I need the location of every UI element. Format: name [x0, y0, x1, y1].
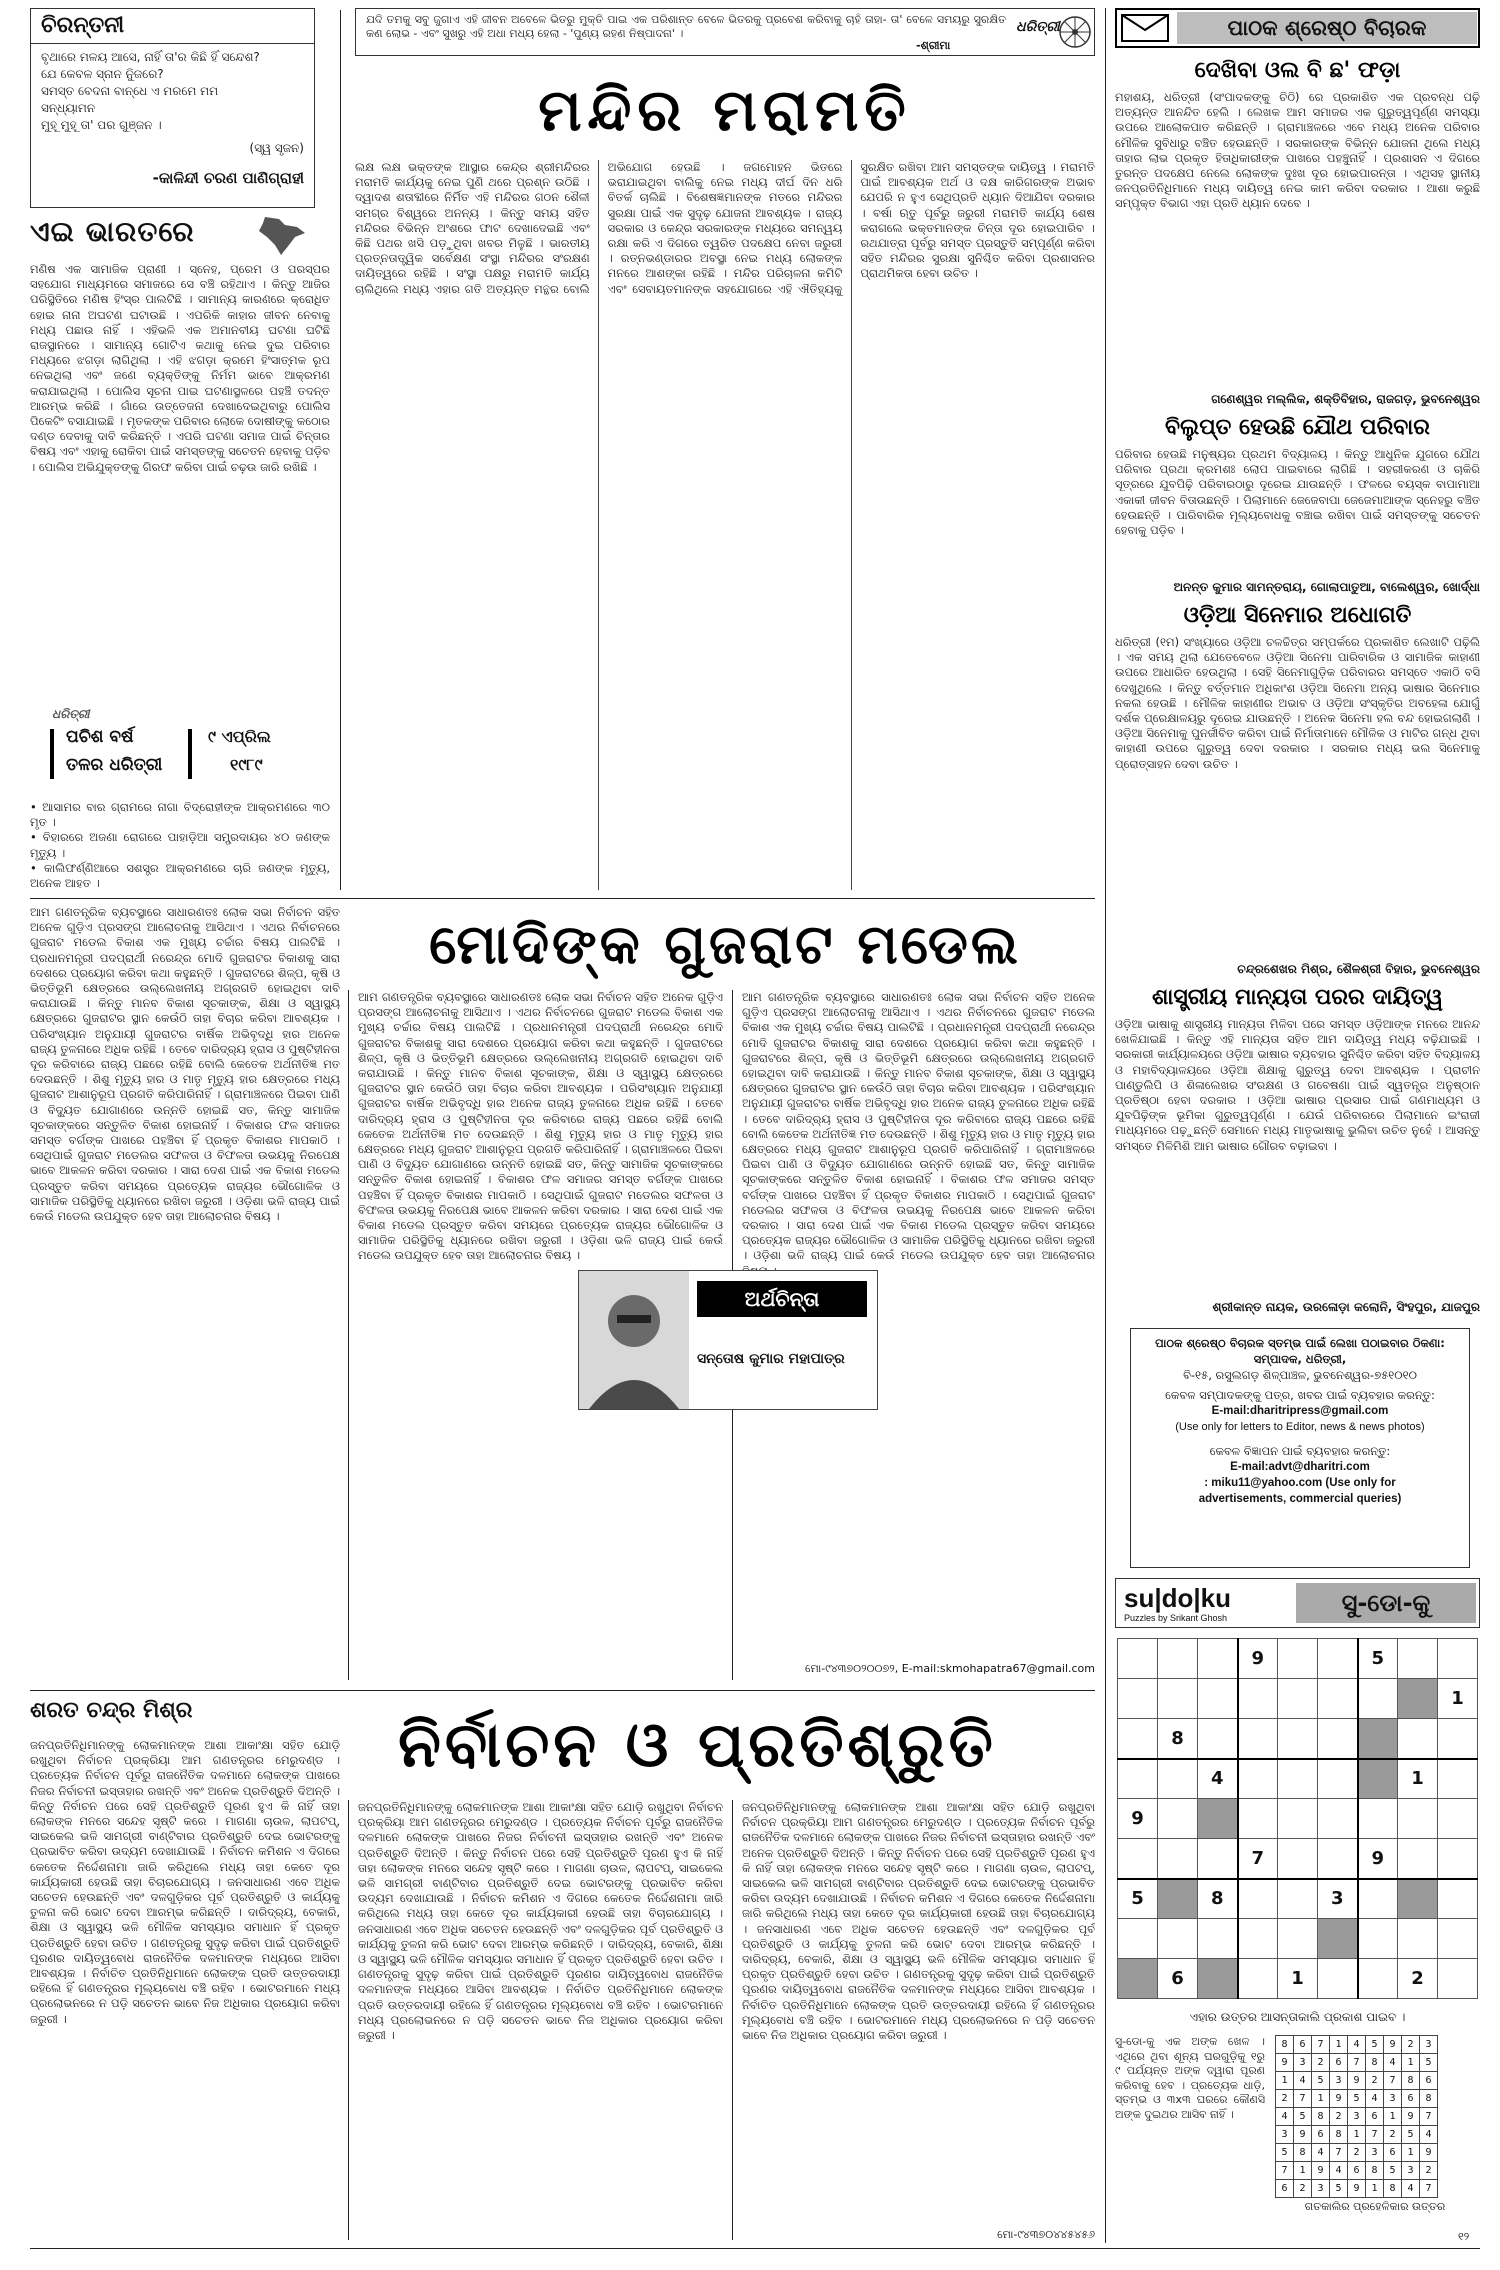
sudoku-cell[interactable]: [1318, 1839, 1358, 1879]
email-note: advertisements, commercial queries): [1198, 1493, 1402, 1505]
solution-row: [1276, 2144, 1438, 2162]
sarat-body-col2: ଜନପ୍ରତିନିଧିମାନଙ୍କୁ ଲୋକମାନଙ୍କ ଆଶା ଆକାଂକ୍ଷା ସହିତ ଯୋଡ଼ି ରଖୁଥିବା ନିର୍ବାଚନ ପ୍ରକ୍ରିୟା ଆମ ଗଣତନ୍ତ୍ରର ମେରୁଦଣ୍ଡ । ପ୍ରତ୍ୟେକ ନିର୍ବାଚନ ପୂର୍ବରୁ ରାଜନୈତିକ ଦଳମାନେ ଲୋକଙ୍କ ପାଖରେ ନିଜର ନିର୍ବାଚନୀ ଇସ୍ତାହାର ରଖନ୍ତି ଏବଂ ଅନେକ ପ୍ରତିଶ୍ରୁତି ଦିଅନ୍ତି । କିନ୍ତୁ ନିର୍ବାଚନ ପରେ ସେହି ପ୍ରତିଶ୍ରୁତି ପୂରଣ ହୁଏ କି ନାହିଁ ତାହା ଲୋକଙ୍କ ମନରେ ସନ୍ଦେହ ସୃଷ୍ଟି କରେ । ମାଗଣା ଚାଉଳ, ଲାପଟପ୍, ସାଇକେଲ ଭଳି ସାମଗ୍ରୀ ବାଣ୍ଟିବାର ପ୍ରତିଶ୍ରୁତି ଦେଇ ଭୋଟରଙ୍କୁ ପ୍ରଭାବିତ କରିବା ଉଦ୍ୟମ ଦେଖାଯାଉଛି । ନିର୍ବାଚନ କମିଶନ ଏ ଦିଗରେ କେତେକ ନିର୍ଦ୍ଦେଶନାମା ଜାରି କରିଥିଲେ ମଧ୍ୟ ତାହା କେତେ ଦୂର କାର୍ଯ୍ୟକାରୀ ହେଉଛି ତାହା ବିଚାରଯୋଗ୍ୟ । ଜନସାଧାରଣ ଏବେ ଅଧିକ ସଚେତନ ହେଉଛନ୍ତି ଏବଂ ଦଳଗୁଡ଼ିକର ପୂର୍ବ ପ୍ରତିଶ୍ରୁତି ଓ କାର୍ଯ୍ୟକୁ ତୁଳନା କରି ଭୋଟ ଦେବା ଆରମ୍ଭ କରିଛନ୍ତି । ଦାରିଦ୍ର୍ୟ, ବେକାରି, ଶିକ୍ଷା ଓ ସ୍ୱାସ୍ଥ୍ୟ ଭଳି ମୌଳିକ ସମସ୍ୟାର ସମାଧାନ ହିଁ ପ୍ରକୃତ ପ୍ରତିଶ୍ରୁତି ହେବା ଉଚିତ । ଗଣତନ୍ତ୍ରକୁ ସୁଦୃଢ଼ କରିବା ପାଇଁ ପ୍ରତିଶ୍ରୁତି ପୂରଣର ଦାୟିତ୍ୱବୋଧ ରାଜନୈତିକ ଦଳମାନଙ୍କ ମଧ୍ୟରେ ଆସିବା ଆବଶ୍ୟକ । ନିର୍ବାଚିତ ପ୍ରତିନିଧିମାନେ ଲୋକଙ୍କ ପ୍ରତି ଉତ୍ତରଦାୟୀ ରହିଲେ ହିଁ ଗଣତନ୍ତ୍ରର ମୂଲ୍ୟବୋଧ ବଞ୍ଚି ରହିବ । ଭୋଟରମାନେ ମଧ୍ୟ ପ୍ରଲୋଭନରେ ନ ପଡ଼ି ସଚେତନ ଭାବେ ନିଜ ଅଧିକାର ପ୍ରୟୋଗ କରିବା ଜରୁରୀ ।: [358, 1800, 723, 2043]
sudoku-cell[interactable]: [1158, 1879, 1198, 1919]
solution-cell: 7: [1330, 2144, 1348, 2162]
pachisa-bar-2: [188, 729, 192, 779]
solution-cell: 3: [1384, 2090, 1402, 2108]
sudoku-cell[interactable]: [1118, 1719, 1158, 1759]
sudoku-row: [1118, 1639, 1478, 1679]
sudoku-cell[interactable]: [1398, 1879, 1438, 1919]
column-label: ଅର୍ଥଚିନ୍ତା: [697, 1281, 867, 1317]
author-name: ସନ୍ତୋଷ କୁମାର ମହାପାତ୍ର: [697, 1351, 845, 1367]
solution-cell: 4: [1366, 2090, 1384, 2108]
contact-line: ସମ୍ପାଦକ, ଧରିତ୍ରୀ,: [1253, 1352, 1347, 1366]
solution-cell: 1: [1384, 2108, 1402, 2126]
poem-line: ସମସ୍ତ ବେଦନା ବାନ୍ଧେ ଏ ମରମେ ମମ: [41, 84, 219, 98]
solution-cell: 1: [1402, 2054, 1420, 2072]
sudoku-cell[interactable]: [1398, 1839, 1438, 1879]
sudoku-cell[interactable]: [1198, 1959, 1238, 1999]
sudoku-cell[interactable]: [1358, 1719, 1398, 1759]
sudoku-cell[interactable]: [1398, 1799, 1438, 1839]
solution-cell: 4: [1420, 2126, 1438, 2144]
sudoku-cell[interactable]: 6: [1158, 1959, 1198, 1999]
sudoku-cell[interactable]: 3: [1318, 1879, 1358, 1919]
solution-cell: 4: [1402, 2180, 1420, 2198]
solution-cell: 5: [1312, 2072, 1330, 2090]
poem-line: ମୁହୂ ମୁହୂ ତା' ପର ଗୁଞ୍ଜନ ।: [41, 118, 162, 132]
solution-cell: 8: [1366, 2054, 1384, 2072]
mandira-headline: ମନ୍ଦିର ମରାମତି: [538, 76, 912, 144]
sudoku-cell[interactable]: [1118, 1679, 1158, 1719]
solution-cell: 8: [1420, 2090, 1438, 2108]
solution-cell: 6: [1366, 2108, 1384, 2126]
dharitri-logo: ଧରିତ୍ରୀ: [1016, 19, 1060, 35]
solution-cell: 9: [1330, 2090, 1348, 2108]
sudoku-cell[interactable]: [1318, 1759, 1358, 1799]
solution-cell: 9: [1384, 2036, 1402, 2054]
sudoku-cell[interactable]: [1118, 1759, 1158, 1799]
solution-cell: 4: [1348, 2036, 1366, 2054]
solution-cell: 4: [1276, 2108, 1294, 2126]
solution-cell: 1: [1366, 2180, 1384, 2198]
sudoku-cell[interactable]: [1158, 1839, 1198, 1879]
sudoku-cell[interactable]: [1238, 1959, 1278, 1999]
solution-cell: 3: [1330, 2072, 1348, 2090]
sudoku-cell[interactable]: [1278, 1759, 1318, 1799]
wheel-icon: [1058, 15, 1092, 49]
column-rule: [732, 1800, 733, 2240]
author-photo: [579, 1271, 689, 1409]
solution-cell: 4: [1294, 2072, 1312, 2090]
letter-title: ଦେଖିବା ଓଲ ବି ଛ' ଫଡ଼ା: [1194, 58, 1401, 83]
solution-cell: 6: [1420, 2072, 1438, 2090]
solution-cell: 9: [1294, 2126, 1312, 2144]
sudoku-cell[interactable]: [1238, 1879, 1278, 1919]
sudoku-row: [1118, 1839, 1478, 1879]
solution-cell: 3: [1294, 2054, 1312, 2072]
sudoku-cell[interactable]: [1118, 1919, 1158, 1959]
sudoku-cell[interactable]: [1118, 1959, 1158, 1999]
solution-cell: 6: [1294, 2036, 1312, 2054]
sarat-headline: ନିର୍ବାଚନ ଓ ପ୍ରତିଶ୍ରୁତି: [398, 1708, 997, 1781]
column-rule: [1105, 8, 1106, 2243]
sudoku-cell[interactable]: 1: [1398, 1759, 1438, 1799]
pachisa-items: [30, 800, 330, 895]
quote-attribution: -ଶ୍ରୀମା: [916, 39, 951, 52]
solution-cell: 1: [1402, 2144, 1420, 2162]
sudoku-cell[interactable]: [1278, 1799, 1318, 1839]
sudoku-cell[interactable]: 9: [1238, 1639, 1278, 1679]
chirantani-poem: [41, 49, 306, 134]
sudoku-cell[interactable]: [1358, 1959, 1398, 1999]
pachisa-header: [30, 705, 330, 795]
solution-cell: 2: [1366, 2072, 1384, 2090]
pachisa-date-1: ୯ ଏପ୍ରିଲ: [208, 727, 271, 746]
chirantani-box: [30, 8, 315, 208]
solution-cell: 8: [1312, 2108, 1330, 2126]
sudoku-cell[interactable]: 8: [1158, 1719, 1198, 1759]
column-rule: [340, 10, 341, 890]
solution-cell: 8: [1276, 2036, 1294, 2054]
page-bottom-rule: [30, 2248, 1480, 2249]
sudoku-cell[interactable]: [1398, 1639, 1438, 1679]
sarat-body-col3: ଜନପ୍ରତିନିଧିମାନଙ୍କୁ ଲୋକମାନଙ୍କ ଆଶା ଆକାଂକ୍ଷା ସହିତ ଯୋଡ଼ି ରଖୁଥିବା ନିର୍ବାଚନ ପ୍ରକ୍ରିୟା ଆମ ଗଣତନ୍ତ୍ରର ମେରୁଦଣ୍ଡ । ପ୍ରତ୍ୟେକ ନିର୍ବାଚନ ପୂର୍ବରୁ ରାଜନୈତିକ ଦଳମାନେ ଲୋକଙ୍କ ପାଖରେ ନିଜର ନିର୍ବାଚନୀ ଇସ୍ତାହାର ରଖନ୍ତି ଏବଂ ଅନେକ ପ୍ରତିଶ୍ରୁତି ଦିଅନ୍ତି । କିନ୍ତୁ ନିର୍ବାଚନ ପରେ ସେହି ପ୍ରତିଶ୍ରୁତି ପୂରଣ ହୁଏ କି ନାହିଁ ତାହା ଲୋକଙ୍କ ମନରେ ସନ୍ଦେହ ସୃଷ୍ଟି କରେ । ମାଗଣା ଚାଉଳ, ଲାପଟପ୍, ସାଇକେଲ ଭଳି ସାମଗ୍ରୀ ବାଣ୍ଟିବାର ପ୍ରତିଶ୍ରୁତି ଦେଇ ଭୋଟରଙ୍କୁ ପ୍ରଭାବିତ କରିବା ଉଦ୍ୟମ ଦେଖାଯାଉଛି । ନିର୍ବାଚନ କମିଶନ ଏ ଦିଗରେ କେତେକ ନିର୍ଦ୍ଦେଶନାମା ଜାରି କରିଥିଲେ ମଧ୍ୟ ତାହା କେତେ ଦୂର କାର୍ଯ୍ୟକାରୀ ହେଉଛି ତାହା ବିଚାରଯୋଗ୍ୟ । ଜନସାଧାରଣ ଏବେ ଅଧିକ ସଚେତନ ହେଉଛନ୍ତି ଏବଂ ଦଳଗୁଡ଼ିକର ପୂର୍ବ ପ୍ରତିଶ୍ରୁତି ଓ କାର୍ଯ୍ୟକୁ ତୁଳନା କରି ଭୋଟ ଦେବା ଆରମ୍ଭ କରିଛନ୍ତି । ଦାରିଦ୍ର୍ୟ, ବେକାରି, ଶିକ୍ଷା ଓ ସ୍ୱାସ୍ଥ୍ୟ ଭଳି ମୌଳିକ ସମସ୍ୟାର ସମାଧାନ ହିଁ ପ୍ରକୃତ ପ୍ରତିଶ୍ରୁତି ହେବା ଉଚିତ । ଗଣତନ୍ତ୍ରକୁ ସୁଦୃଢ଼ କରିବା ପାଇଁ ପ୍ରତିଶ୍ରୁତି ପୂରଣର ଦାୟିତ୍ୱବୋଧ ରାଜନୈତିକ ଦଳମାନଙ୍କ ମଧ୍ୟରେ ଆସିବା ଆବଶ୍ୟକ । ନିର୍ବାଚିତ ପ୍ରତିନିଧିମାନେ ଲୋକଙ୍କ ପ୍ରତି ଉତ୍ତରଦାୟୀ ରହିଲେ ହିଁ ଗଣତନ୍ତ୍ରର ମୂଲ୍ୟବୋଧ ବଞ୍ଚି ରହିବ । ଭୋଟରମାନେ ମଧ୍ୟ ପ୍ରଲୋଭନରେ ନ ପଡ଼ି ସଚେତନ ଭାବେ ନିଜ ଅଧିକାର ପ୍ରୟୋଗ କରିବା ଜରୁରୀ ।: [742, 1800, 1095, 2043]
sudoku-cell[interactable]: [1198, 1919, 1238, 1959]
sudoku-cell[interactable]: [1198, 1639, 1238, 1679]
solution-cell: 1: [1312, 2090, 1330, 2108]
sudoku-cell[interactable]: 2: [1398, 1959, 1438, 1999]
solution-cell: 8: [1330, 2126, 1348, 2144]
sudoku-cell[interactable]: [1118, 1639, 1158, 1679]
sudoku-cell[interactable]: [1158, 1679, 1198, 1719]
solution-cell: 2: [1348, 2144, 1366, 2162]
solution-cell: 3: [1402, 2162, 1420, 2180]
sudoku-cell[interactable]: [1318, 1799, 1358, 1839]
solution-cell: 6: [1402, 2090, 1420, 2108]
sudoku-cell[interactable]: [1158, 1799, 1198, 1839]
ajibharata-title: ଏଇ ଭାରତରେ: [30, 215, 195, 248]
sudoku-cell[interactable]: [1278, 1839, 1318, 1879]
sudoku-cell[interactable]: [1438, 1799, 1478, 1839]
email-link[interactable]: E-mail:advt@dharitri.com: [1230, 1461, 1370, 1473]
sudoku-cell[interactable]: 4: [1198, 1759, 1238, 1799]
list-item: • ବିହାରରେ ଅଜଣା ରୋଗରେ ପାହାଡ଼ିଆ ସମ୍ପ୍ରଦାୟର ୪୦ ଜଣଙ୍କ ମୃତ୍ୟୁ ।: [30, 830, 330, 860]
sudoku-cell[interactable]: [1438, 1879, 1478, 1919]
sudoku-row: [1118, 1719, 1478, 1759]
solution-cell: 3: [1420, 2036, 1438, 2054]
sudoku-row: [1118, 1799, 1478, 1839]
solution-cell: 3: [1348, 2108, 1366, 2126]
sudoku-row: [1118, 1919, 1478, 1959]
avatar: [579, 1271, 689, 1409]
contact-box: [1130, 1328, 1470, 1568]
envelope-icon: [1121, 14, 1169, 42]
sudoku-cell[interactable]: [1358, 1799, 1398, 1839]
solution-cell: 5: [1384, 2162, 1402, 2180]
sudoku-cell[interactable]: 5: [1358, 1639, 1398, 1679]
solution-cell: 2: [1294, 2180, 1312, 2198]
sudoku-odia-title: ସୁ-ଡୋ-କୁ: [1296, 1583, 1476, 1623]
solution-cell: 4: [1312, 2144, 1330, 2162]
list-item: • ଆସାମର ବାର ଗ୍ରାମରେ ନାଗା ବିଦ୍ରୋହୀଙ୍କ ଆକ୍ରମଣରେ ୩୦ ମୃତ ।: [30, 800, 330, 830]
solution-cell: 9: [1312, 2162, 1330, 2180]
ajibharata-body: ମଣିଷ ଏକ ସାମାଜିକ ପ୍ରାଣୀ । ସ୍ନେହ, ପ୍ରେମ ଓ ପରସ୍ପର ସହଯୋଗ ମାଧ୍ୟମରେ ସମାଜରେ ସେ ବଞ୍ଚି ରହିଥାଏ । କିନ୍ତୁ ଆଜିର ପରିସ୍ଥିତିରେ ମଣିଷ ହିଂସ୍ର ପାଲଟିଛି । ସାମାନ୍ୟ କାରଣରେ କ୍ରୋଧିତ ହୋଇ ନାନା ଅଘଟଣ ଘଟାଉଛି । ଏପରିକି କାହାର ଜୀବନ ନେବାକୁ ମଧ୍ୟ ପଛାଉ ନାହିଁ । ଏହିଭଳି ଏକ ଅମାନବୀୟ ଘଟଣା ଘଟିଛି ରାଜସ୍ଥାନରେ । ସାମାନ୍ୟ ଗୋଟିଏ କଥାକୁ ନେଇ ଦୁଇ ପରିବାର ମଧ୍ୟରେ ଝଗଡ଼ା ଲାଗିଥିଲା । ଏହି ଝଗଡ଼ା କ୍ରମେ ହିଂସାତ୍ମକ ରୂପ ନେଇଥିଲା ଏବଂ ଜଣେ ବ୍ୟକ୍ତିଙ୍କୁ ନିର୍ମମ ଭାବେ ଆକ୍ରମଣ କରାଯାଇଥିଲା । ପୋଲିସ ସୂଚନା ପାଇ ଘଟଣାସ୍ଥଳରେ ପହଞ୍ଚି ତଦନ୍ତ ଆରମ୍ଭ କରିଛି । ଗାଁରେ ଉତ୍ତେଜନା ଦେଖାଦେଇଥିବାରୁ ପୋଲିସ ପିକେଟିଂ ବସାଯାଇଛି । ମୃତକଙ୍କ ପରିବାର ଲୋକେ ଦୋଷୀଙ୍କୁ କଠୋର ଦଣ୍ଡ ଦେବାକୁ ଦାବି କରିଛନ୍ତି । ଏପରି ଘଟଣା ସମାଜ ପାଇଁ ଚିନ୍ତାର ବିଷୟ ଏବଂ ଏହାକୁ ରୋକିବା ପାଇଁ ସମସ୍ତଙ୍କୁ ସଚେତନ ହେବାକୁ ପଡ଼ିବ । ପୋଲିସ ଅଭିଯୁକ୍ତଙ୍କୁ ଗିରଫ କରିବା ପାଇଁ ଚଢ଼ଉ ଜାରି ରଖିଛି ।: [30, 262, 330, 474]
solution-cell: 2: [1420, 2162, 1438, 2180]
solution-cell: 2: [1384, 2126, 1402, 2144]
sudoku-cell[interactable]: [1318, 1919, 1358, 1959]
ajibharata-header: [30, 215, 330, 255]
solution-cell: 1: [1294, 2162, 1312, 2180]
solution-cell: 7: [1420, 2108, 1438, 2126]
mandira-body: ଲକ୍ଷ ଲକ୍ଷ ଭକ୍ତଙ୍କ ଆସ୍ଥାର କେନ୍ଦ୍ର ଶ୍ରୀମନ୍ଦିରର ମରାମତି କାର୍ଯ୍ୟକୁ ନେଇ ପୁଣି ଥରେ ପ୍ରଶ୍ନ ଉଠିଛି । ଦ୍ୱାଦଶ ଶତାବ୍ଦୀରେ ନିର୍ମିତ ଏହି ମନ୍ଦିରର ଗଠନ ଶୈଳୀ ସମଗ୍ର ବିଶ୍ୱରେ ଅନନ୍ୟ । କିନ୍ତୁ ସମୟ ସହିତ ମନ୍ଦିରର ବିଭିନ୍ନ ଅଂଶରେ ଫାଟ ଦେଖାଦେଇଛି ଏବଂ କିଛି ପଥର ଖସି ପଡ଼ୁଥିବା ଖବର ମିଳୁଛି । ଭାରତୀୟ ପ୍ରତ୍ନତାତ୍ତ୍ୱିକ ସର୍ବେକ୍ଷଣ ସଂସ୍ଥା ମନ୍ଦିରର ସଂରକ୍ଷଣ ଦାୟିତ୍ୱରେ ରହିଛି । ସଂସ୍ଥା ପକ୍ଷରୁ ମରାମତି କାର୍ଯ୍ୟ ଚାଲିଥିଲେ ମଧ୍ୟ ଏହାର ଗତି ଅତ୍ୟନ୍ତ ମନ୍ଥର ବୋଲି ଅଭିଯୋଗ ହେଉଛି । ଜଗମୋହନ ଭିତରେ ଭରାଯାଇଥିବା ବାଲିକୁ ନେଇ ମଧ୍ୟ ଦୀର୍ଘ ଦିନ ଧରି ବିତର୍କ ଚାଲିଛି । ବିଶେଷଜ୍ଞମାନଙ୍କ ମତରେ ମନ୍ଦିରର ସୁରକ୍ଷା ପାଇଁ ଏକ ସୁଦୃଢ଼ ଯୋଜନା ଆବଶ୍ୟକ । ରାଜ୍ୟ ସରକାର ଓ କେନ୍ଦ୍ର ସରକାରଙ୍କ ମଧ୍ୟରେ ସମନ୍ୱୟ ରକ୍ଷା କରି ଏ ଦିଗରେ ତ୍ୱରିତ ପଦକ୍ଷେପ ନେବା ଜରୁରୀ । ରତ୍ନଭଣ୍ଡାରର ଅବସ୍ଥା ନେଇ ମଧ୍ୟ ଲୋକଙ୍କ ମନରେ ଆଶଙ୍କା ରହିଛି । ମନ୍ଦିର ପରିଚାଳନା କମିଟି ଏବଂ ସେବାୟତମାନଙ୍କ ସହଯୋଗରେ ଏହି ଐତିହ୍ୟକୁ ସୁରକ୍ଷିତ ରଖିବା ଆମ ସମସ୍ତଙ୍କ ଦାୟିତ୍ୱ । ମରାମତି ପାଇଁ ଆବଶ୍ୟକ ଅର୍ଥ ଓ ଦକ୍ଷ କାରିଗରଙ୍କ ଅଭାବ ଯେପରି ନ ହୁଏ ସେଥିପ୍ରତି ଧ୍ୟାନ ଦିଆଯିବା ଦରକାର । ବର୍ଷା ଋତୁ ପୂର୍ବରୁ ଜରୁରୀ ମରାମତି କାର୍ଯ୍ୟ ଶେଷ କରାଗଲେ ଭକ୍ତମାନଙ୍କ ଚିନ୍ତା ଦୂର ହୋଇପାରିବ । ରଥଯାତ୍ରା ପୂର୍ବରୁ ସମସ୍ତ ପ୍ରସ୍ତୁତି ସମ୍ପୂର୍ଣ୍ଣ କରିବା ସହିତ ମନ୍ଦିରର ସୁରକ୍ଷା ସୁନିଶ୍ଚିତ କରିବା ପ୍ରଶାସନର ପ୍ରାଥମିକତା ହେବା ଉଚିତ ।: [355, 160, 1095, 296]
india-map-icon: [245, 215, 315, 257]
sudoku-row: [1118, 1879, 1478, 1919]
letter-body: ପରିବାର ହେଉଛି ମନୁଷ୍ୟର ପ୍ରଥମ ବିଦ୍ୟାଳୟ । କିନ୍ତୁ ଆଧୁନିକ ଯୁଗରେ ଯୌଥ ପରିବାର ପ୍ରଥା କ୍ରମଶଃ ଲୋପ ପାଇବାରେ ଲାଗିଛି । ସହରୀକରଣ ଓ ଚାକିରି ସୂତ୍ରରେ ଯୁବପିଢ଼ି ପରିବାରଠାରୁ ଦୂରେଇ ଯାଉଛନ୍ତି । ଫଳରେ ବୟସ୍କ ବାପାମାଆ ଏକାକୀ ଜୀବନ ବିତାଉଛନ୍ତି । ପିଲାମାନେ ଜେଜେବାପା ଜେଜେମାଆଙ୍କ ସ୍ନେହରୁ ବଞ୍ଚିତ ହେଉଛନ୍ତି । ପାରିବାରିକ ମୂଲ୍ୟବୋଧକୁ ବଞ୍ଚାଇ ରଖିବା ପାଇଁ ସମସ୍ତଙ୍କୁ ସଚେତନ ହେବାକୁ ପଡ଼ିବ ।: [1115, 447, 1480, 538]
sudoku-cell[interactable]: [1238, 1759, 1278, 1799]
solution-cell: 2: [1312, 2054, 1330, 2072]
sudoku-cell[interactable]: [1158, 1639, 1198, 1679]
sudoku-cell[interactable]: [1158, 1759, 1198, 1799]
sudoku-cell[interactable]: [1318, 1719, 1358, 1759]
page-number: ୧୨: [1458, 2230, 1470, 2243]
sudoku-cell[interactable]: [1438, 1759, 1478, 1799]
poem-line: ସନ୍ଧ୍ୟାମନ: [41, 101, 96, 115]
solution-label: ଗତକାଲିର ପ୍ରହେଳିକାର ଉତ୍ତର: [1304, 2200, 1446, 2213]
solution-cell: 3: [1276, 2126, 1294, 2144]
solution-table: [1275, 2035, 1438, 2198]
pachisa-title-2: ତଳର ଧରିତ୍ରୀ: [66, 755, 163, 775]
poem-note: (ସ୍ୱ ସୃଜନ): [249, 141, 304, 155]
solution-cell: 8: [1294, 2144, 1312, 2162]
solution-cell: 3: [1312, 2180, 1330, 2198]
list-item: • କାଲିଫର୍ଣ୍ଣିଆରେ ସଶସ୍ତ୍ର ଆକ୍ରମଣରେ ଚାରି ଜଣଙ୍କ ମୃତ୍ୟୁ, ଅନେକ ଆହତ ।: [30, 860, 330, 891]
solution-cell: 6: [1384, 2144, 1402, 2162]
solution-cell: 5: [1276, 2144, 1294, 2162]
solution-cell: 5: [1402, 2126, 1420, 2144]
sudoku-cell[interactable]: [1358, 1879, 1398, 1919]
sudoku-header: [1115, 1578, 1480, 1628]
sudoku-cell[interactable]: [1278, 1639, 1318, 1679]
modi-body-col2: ଆମ ଗଣତନ୍ତ୍ରିକ ବ୍ୟବସ୍ଥାରେ ସାଧାରଣତଃ ଲୋକ ସଭା ନିର୍ବାଚନ ସହିତ ଅନେକ ଗୁଡ଼ିଏ ପ୍ରସଙ୍ଗ ଆଲୋଚନାକୁ ଆସିଥାଏ । ଏଥର ନିର୍ବାଚନରେ ଗୁଜରାଟ ମଡେଲ ବିକାଶ ଏକ ମୁଖ୍ୟ ଚର୍ଚ୍ଚାର ବିଷୟ ପାଲଟିଛି । ପ୍ରଧାନମନ୍ତ୍ରୀ ପଦପ୍ରାର୍ଥୀ ନରେନ୍ଦ୍ର ମୋଦି ଗୁଜରାଟର ବିକାଶକୁ ସାରା ଦେଶରେ ପ୍ରୟୋଗ କରିବା କଥା କହୁଛନ୍ତି । ଗୁଜରାଟରେ ଶିଳ୍ପ, କୃଷି ଓ ଭିତ୍ତିଭୂମି କ୍ଷେତ୍ରରେ ଉଲ୍ଲେଖନୀୟ ଅଗ୍ରଗତି ହୋଇଥିବା ଦାବି କରାଯାଉଛି । କିନ୍ତୁ ମାନବ ବିକାଶ ସୂଚକାଙ୍କ, ଶିକ୍ଷା ଓ ସ୍ୱାସ୍ଥ୍ୟ କ୍ଷେତ୍ରରେ ଗୁଜରାଟର ସ୍ଥାନ କେଉଁଠି ତାହା ବିଚାର କରିବା ଆବଶ୍ୟକ । ପରିସଂଖ୍ୟାନ ଅନୁଯାୟୀ ଗୁଜରାଟର ବାର୍ଷିକ ଅଭିବୃଦ୍ଧି ହାର ଅନେକ ରାଜ୍ୟ ତୁଳନାରେ ଅଧିକ ରହିଛି । ତେବେ ଦାରିଦ୍ର୍ୟ ହ୍ରାସ ଓ ପୁଷ୍ଟିହୀନତା ଦୂର କରିବାରେ ରାଜ୍ୟ ପଛରେ ରହିଛି ବୋଲି କେତେକ ଅର୍ଥନୀତିଜ୍ଞ ମତ ଦେଉଛନ୍ତି । ଶିଶୁ ମୃତ୍ୟୁ ହାର ଓ ମାତୃ ମୃତ୍ୟୁ ହାର କ୍ଷେତ୍ରରେ ମଧ୍ୟ ଗୁଜରାଟ ଆଶାନୁରୂପ ପ୍ରଗତି କରିପାରିନାହିଁ । ଗ୍ରାମାଞ୍ଚଳରେ ପିଇବା ପାଣି ଓ ବିଦ୍ୟୁତ ଯୋଗାଣରେ ଉନ୍ନତି ହୋଇଛି ସତ, କିନ୍ତୁ ସାମାଜିକ ସୂଚକାଙ୍କରେ ସନ୍ତୁଳିତ ବିକାଶ ହୋଇନାହିଁ । ବିକାଶର ଫଳ ସମାଜର ସମସ୍ତ ବର୍ଗଙ୍କ ପାଖରେ ପହଞ୍ଚିବା ହିଁ ପ୍ରକୃତ ବିକାଶର ମାପକାଠି । ସେଥିପାଇଁ ଗୁଜରାଟ ମଡେଲର ସଫଳତା ଓ ବିଫଳତା ଉଭୟକୁ ନିରପେକ୍ଷ ଭାବେ ଆକଳନ କରିବା ଦରକାର । ସାରା ଦେଶ ପାଇଁ ଏକ ବିକାଶ ମଡେଲ ପ୍ରସ୍ତୁତ କରିବା ସମୟରେ ପ୍ରତ୍ୟେକ ରାଜ୍ୟର ଭୌଗୋଳିକ ଓ ସାମାଜିକ ପରିସ୍ଥିତିକୁ ଧ୍ୟାନରେ ରଖିବା ଜରୁରୀ । ଓଡ଼ିଶା ଭଳି ରାଜ୍ୟ ପାଇଁ କେଉଁ ମଡେଲ ଉପଯୁକ୍ତ ହେବ ତାହା ଆଲୋଚନାର ବିଷୟ ।: [358, 990, 723, 1263]
solution-cell: 2: [1276, 2090, 1294, 2108]
letter-title: ଓଡ଼ିଆ ସିନେମାର ଅଧୋଗତି: [1183, 603, 1412, 628]
sudoku-cell[interactable]: [1438, 1639, 1478, 1679]
sudoku-cell[interactable]: [1278, 1719, 1318, 1759]
sudoku-cell[interactable]: [1438, 1839, 1478, 1879]
sudoku-cell[interactable]: [1238, 1719, 1278, 1759]
author-inset: [578, 1270, 878, 1410]
solution-cell: 2: [1330, 2108, 1348, 2126]
modi-headline: ମୋଦିଙ୍କ ଗୁଜରାଟ ମଡେଲ: [429, 913, 1021, 976]
sudoku-row: [1118, 1679, 1478, 1719]
solution-cell: 5: [1420, 2054, 1438, 2072]
sarat-body-col1: ଜନପ୍ରତିନିଧିମାନଙ୍କୁ ଲୋକମାନଙ୍କ ଆଶା ଆକାଂକ୍ଷା ସହିତ ଯୋଡ଼ି ରଖୁଥିବା ନିର୍ବାଚନ ପ୍ରକ୍ରିୟା ଆମ ଗଣତନ୍ତ୍ରର ମେରୁଦଣ୍ଡ । ପ୍ରତ୍ୟେକ ନିର୍ବାଚନ ପୂର୍ବରୁ ରାଜନୈତିକ ଦଳମାନେ ଲୋକଙ୍କ ପାଖରେ ନିଜର ନିର୍ବାଚନୀ ଇସ୍ତାହାର ରଖନ୍ତି ଏବଂ ଅନେକ ପ୍ରତିଶ୍ରୁତି ଦିଅନ୍ତି । କିନ୍ତୁ ନିର୍ବାଚନ ପରେ ସେହି ପ୍ରତିଶ୍ରୁତି ପୂରଣ ହୁଏ କି ନାହିଁ ତାହା ଲୋକଙ୍କ ମନରେ ସନ୍ଦେହ ସୃଷ୍ଟି କରେ । ମାଗଣା ଚାଉଳ, ଲାପଟପ୍, ସାଇକେଲ ଭଳି ସାମଗ୍ରୀ ବାଣ୍ଟିବାର ପ୍ରତିଶ୍ରୁତି ଦେଇ ଭୋଟରଙ୍କୁ ପ୍ରଭାବିତ କରିବା ଉଦ୍ୟମ ଦେଖାଯାଉଛି । ନିର୍ବାଚନ କମିଶନ ଏ ଦିଗରେ କେତେକ ନିର୍ଦ୍ଦେଶନାମା ଜାରି କରିଥିଲେ ମଧ୍ୟ ତାହା କେତେ ଦୂର କାର୍ଯ୍ୟକାରୀ ହେଉଛି ତାହା ବିଚାରଯୋଗ୍ୟ । ଜନସାଧାରଣ ଏବେ ଅଧିକ ସଚେତନ ହେଉଛନ୍ତି ଏବଂ ଦଳଗୁଡ଼ିକର ପୂର୍ବ ପ୍ରତିଶ୍ରୁତି ଓ କାର୍ଯ୍ୟକୁ ତୁଳନା କରି ଭୋଟ ଦେବା ଆରମ୍ଭ କରିଛନ୍ତି । ଦାରିଦ୍ର୍ୟ, ବେକାରି, ଶିକ୍ଷା ଓ ସ୍ୱାସ୍ଥ୍ୟ ଭଳି ମୌଳିକ ସମସ୍ୟାର ସମାଧାନ ହିଁ ପ୍ରକୃତ ପ୍ରତିଶ୍ରୁତି ହେବା ଉଚିତ । ଗଣତନ୍ତ୍ରକୁ ସୁଦୃଢ଼ କରିବା ପାଇଁ ପ୍ରତିଶ୍ରୁତି ପୂରଣର ଦାୟିତ୍ୱବୋଧ ରାଜନୈତିକ ଦଳମାନଙ୍କ ମଧ୍ୟରେ ଆସିବା ଆବଶ୍ୟକ । ନିର୍ବାଚିତ ପ୍ରତିନିଧିମାନେ ଲୋକଙ୍କ ପ୍ରତି ଉତ୍ତରଦାୟୀ ରହିଲେ ହିଁ ଗଣତନ୍ତ୍ରର ମୂଲ୍ୟବୋଧ ବଞ୍ଚି ରହିବ । ଭୋଟରମାନେ ମଧ୍ୟ ପ୍ରଲୋଭନରେ ନ ପଡ଼ି ସଚେତନ ଭାବେ ନିଜ ଅଧିକାର ପ୍ରୟୋଗ କରିବା ଜରୁରୀ ।: [30, 1738, 340, 2026]
sudoku-cell[interactable]: [1398, 1919, 1438, 1959]
sudoku-row: [1118, 1959, 1478, 1999]
sudoku-cell[interactable]: [1358, 1759, 1398, 1799]
solution-cell: 7: [1348, 2054, 1366, 2072]
solution-cell: 8: [1366, 2162, 1384, 2180]
email-link[interactable]: E-mail:dharitripress@gmail.com: [1211, 1405, 1389, 1417]
sudoku-cell[interactable]: [1318, 1639, 1358, 1679]
sudoku-cell[interactable]: [1278, 1679, 1318, 1719]
sudoku-cell[interactable]: [1358, 1679, 1398, 1719]
column-rule: [348, 1800, 349, 2240]
sudoku-cell[interactable]: 1: [1438, 1679, 1478, 1719]
sudoku-cell[interactable]: [1398, 1679, 1438, 1719]
sudoku-cell[interactable]: [1318, 1959, 1358, 1999]
solution-row: [1276, 2072, 1438, 2090]
sudoku-cell[interactable]: [1238, 1799, 1278, 1839]
solution-cell: 6: [1312, 2126, 1330, 2144]
sudoku-cell[interactable]: [1238, 1679, 1278, 1719]
solution-cell: 4: [1330, 2162, 1348, 2180]
pachisa-date-2: ୧୯୮୯: [230, 755, 263, 774]
quote-text: ଯଦି ତମକୁ ସବୁ ଜୁଗାଏ ଏହି ଜୀବନ ଅବେଳେ ଭିତରୁ ମୁକ୍ତି ପାଇ ଏକ ପରିଶାନ୍ତ ବେଳେ ଭିତରକୁ ପ୍ରବେଶ କରିବାକୁ ଚାହଁ ତାହା- ତା' ବେଳେ ସମୟରୁ ସୁରକ୍ଷିତ କଣ ଲୋଭ - ଏବଂ ସୁଖରୁ ଏହି ଅଧା ମଧ୍ୟ ହେଲା - 'ପୁଣ୍ୟ ରହଣ ନିଷ୍ପାଦନା' ।: [366, 13, 1006, 40]
solution-cell: 1: [1348, 2126, 1366, 2144]
solution-row: [1276, 2036, 1438, 2054]
solution-cell: 9: [1348, 2180, 1366, 2198]
pachisa-bar: [50, 729, 54, 779]
email-link[interactable]: : miku11@yahoo.com (Use only for: [1204, 1477, 1396, 1489]
letter-sign: ଚନ୍ଦ୍ରଶେଖର ମିଶ୍ର, ଶୈଳଶ୍ରୀ ବିହାର, ଭୁବନେଶ୍ୱର: [1237, 962, 1480, 976]
letter-title: ଶାସ୍ତ୍ରୀୟ ମାନ୍ୟତା ପରର ଦାୟିତ୍ୱ: [1151, 985, 1443, 1010]
solution-row: [1276, 2108, 1438, 2126]
sudoku-cell[interactable]: 8: [1198, 1879, 1238, 1919]
solution-cell: 6: [1330, 2054, 1348, 2072]
sudoku-cell[interactable]: [1118, 1839, 1158, 1879]
sudoku-table: [1117, 1638, 1478, 1999]
sudoku-cell[interactable]: [1198, 1719, 1238, 1759]
section-rule: [30, 1690, 1095, 1691]
sudoku-grid: [1117, 1638, 1478, 1999]
poem-line: ବୃଥାରେ ମଳୟ ଆସେ, ନାହିଁ ତା'ର କିଛି ହିଁ ସନ୍ଦେଶ?: [41, 50, 260, 64]
sudoku-cell[interactable]: 9: [1118, 1799, 1158, 1839]
solution-cell: 7: [1366, 2126, 1384, 2144]
sudoku-caption: ଏହାର ଉତ୍ତର ଆସନ୍ତାକାଲି ପ୍ରକାଶ ପାଇବ ।: [1189, 2010, 1406, 2024]
sarat-byline: ଶରତ ଚନ୍ଦ୍ର ମିଶ୍ର: [30, 1698, 193, 1723]
solution-cell: 4: [1384, 2054, 1402, 2072]
solution-cell: 7: [1312, 2036, 1330, 2054]
sudoku-cell[interactable]: 5: [1118, 1879, 1158, 1919]
letter-body: ଓଡ଼ିଆ ଭାଷାକୁ ଶାସ୍ତ୍ରୀୟ ମାନ୍ୟତା ମିଳିବା ପରେ ସମସ୍ତ ଓଡ଼ିଆଙ୍କ ମନରେ ଆନନ୍ଦ ଖେଳିଯାଇଛି । କିନ୍ତୁ ଏହି ମାନ୍ୟତା ସହିତ ଆମ ଦାୟିତ୍ୱ ମଧ୍ୟ ବଢ଼ିଯାଇଛି । ସରକାରୀ କାର୍ଯ୍ୟାଳୟରେ ଓଡ଼ିଆ ଭାଷାର ବ୍ୟବହାର ସୁନିଶ୍ଚିତ କରିବା ସହିତ ବିଦ୍ୟାଳୟ ଓ ମହାବିଦ୍ୟାଳୟରେ ଓଡ଼ିଆ ଶିକ୍ଷାକୁ ଗୁରୁତ୍ୱ ଦେବା ଆବଶ୍ୟକ । ପ୍ରାଚୀନ ପାଣ୍ଡୁଲିପି ଓ ଶିଳାଲେଖର ସଂରକ୍ଷଣ ଓ ଗବେଷଣା ପାଇଁ ସ୍ୱତନ୍ତ୍ର ଅନୁଷ୍ଠାନ ପ୍ରତିଷ୍ଠା ହେବା ଦରକାର । ଓଡ଼ିଆ ଭାଷାର ପ୍ରସାର ପାଇଁ ଗଣମାଧ୍ୟମ ଓ ଯୁବପିଢ଼ିଙ୍କ ଭୂମିକା ଗୁରୁତ୍ୱପୂର୍ଣ୍ଣ । ଯେଉଁ ପରିବାରରେ ପିଲାମାନେ ଇଂରାଜୀ ମାଧ୍ୟମରେ ପଢ଼ୁଛନ୍ତି ସେମାନେ ମଧ୍ୟ ମାତୃଭାଷାକୁ ଭୁଲିବା ଉଚିତ ନୁହେଁ । ଆସନ୍ତୁ ସମସ୍ତେ ମିଳିମିଶି ଆମ ଭାଷାର ଗୌରବ ବଢ଼ାଇବା ।: [1115, 1017, 1480, 1153]
sudoku-cell[interactable]: [1198, 1839, 1238, 1879]
sudoku-brand: su|do|ku: [1124, 1583, 1231, 1613]
letter-body: ଧରିତ୍ରୀ (୧ମ) ସଂଖ୍ୟାରେ ଓଡ଼ିଆ ଚଳଚ୍ଚିତ୍ର ସମ୍ପର୍କରେ ପ୍ରକାଶିତ ଲେଖାଟି ପଢ଼ିଲି । ଏକ ସମୟ ଥିଲା ଯେତେବେଳେ ଓଡ଼ିଆ ସିନେମା ପାରିବାରିକ ଓ ସାମାଜିକ କାହାଣୀ ଉପରେ ଆଧାରିତ ହେଉଥିଲା । ସେହି ସିନେମାଗୁଡ଼ିକ ପରିବାରର ସମସ୍ତେ ଏକାଠି ବସି ଦେଖୁଥିଲେ । କିନ୍ତୁ ବର୍ତ୍ତମାନ ଅଧିକାଂଶ ଓଡ଼ିଆ ସିନେମା ଅନ୍ୟ ଭାଷାର ସିନେମାର ନକଲ ହେଉଛି । ମୌଳିକ କାହାଣୀର ଅଭାବ ଓ ଓଡ଼ିଆ ସଂସ୍କୃତିର ଅବହେଳା ଯୋଗୁଁ ଦର୍ଶକ ପ୍ରେକ୍ଷାଳୟରୁ ଦୂରେଇ ଯାଉଛନ୍ତି । ଅନେକ ସିନେମା ହଲ ବନ୍ଦ ହୋଇଗଲାଣି । ଓଡ଼ିଆ ସିନେମାକୁ ପୁନର୍ଜୀବିତ କରିବା ପାଇଁ ନିର୍ମାତାମାନେ ମୌଳିକ ଓ ମାଟିର ଗନ୍ଧ ଥିବା କାହାଣୀ ଉପରେ ଗୁରୁତ୍ୱ ଦେବା ଦରକାର । ସରକାର ମଧ୍ୟ ଭଲ ସିନେମାକୁ ପ୍ରୋତ୍ସାହନ ଦେବା ଉଚିତ ।: [1115, 635, 1480, 771]
poem-author: -କାଳିନ୍ଦୀ ଚରଣ ପାଣିଗ୍ରାହୀ: [152, 169, 304, 187]
solution-cell: 9: [1402, 2108, 1420, 2126]
contact-line: ପାଠକ ଶ୍ରେଷ୍ଠ ବିଚାରକ ସ୍ତମ୍ଭ ପାଇଁ ଲେଖା ପଠାଇବାର ଠିକଣା:: [1155, 1336, 1445, 1350]
sudoku-cell[interactable]: [1438, 1719, 1478, 1759]
readers-banner: [1115, 8, 1480, 48]
sudoku-cell[interactable]: [1198, 1799, 1238, 1839]
sudoku-cell[interactable]: [1238, 1919, 1278, 1959]
sudoku-cell[interactable]: 1: [1278, 1959, 1318, 1999]
modi-body-col3: ଆମ ଗଣତନ୍ତ୍ରିକ ବ୍ୟବସ୍ଥାରେ ସାଧାରଣତଃ ଲୋକ ସଭା ନିର୍ବାଚନ ସହିତ ଅନେକ ଗୁଡ଼ିଏ ପ୍ରସଙ୍ଗ ଆଲୋଚନାକୁ ଆସିଥାଏ । ଏଥର ନିର୍ବାଚନରେ ଗୁଜରାଟ ମଡେଲ ବିକାଶ ଏକ ମୁଖ୍ୟ ଚର୍ଚ୍ଚାର ବିଷୟ ପାଲଟିଛି । ପ୍ରଧାନମନ୍ତ୍ରୀ ପଦପ୍ରାର୍ଥୀ ନରେନ୍ଦ୍ର ମୋଦି ଗୁଜରାଟର ବିକାଶକୁ ସାରା ଦେଶରେ ପ୍ରୟୋଗ କରିବା କଥା କହୁଛନ୍ତି । ଗୁଜରାଟରେ ଶିଳ୍ପ, କୃଷି ଓ ଭିତ୍ତିଭୂମି କ୍ଷେତ୍ରରେ ଉଲ୍ଲେଖନୀୟ ଅଗ୍ରଗତି ହୋଇଥିବା ଦାବି କରାଯାଉଛି । କିନ୍ତୁ ମାନବ ବିକାଶ ସୂଚକାଙ୍କ, ଶିକ୍ଷା ଓ ସ୍ୱାସ୍ଥ୍ୟ କ୍ଷେତ୍ରରେ ଗୁଜରାଟର ସ୍ଥାନ କେଉଁଠି ତାହା ବିଚାର କରିବା ଆବଶ୍ୟକ । ପରିସଂଖ୍ୟାନ ଅନୁଯାୟୀ ଗୁଜରାଟର ବାର୍ଷିକ ଅଭିବୃଦ୍ଧି ହାର ଅନେକ ରାଜ୍ୟ ତୁଳନାରେ ଅଧିକ ରହିଛି । ତେବେ ଦାରିଦ୍ର୍ୟ ହ୍ରାସ ଓ ପୁଷ୍ଟିହୀନତା ଦୂର କରିବାରେ ରାଜ୍ୟ ପଛରେ ରହିଛି ବୋଲି କେତେକ ଅର୍ଥନୀତିଜ୍ଞ ମତ ଦେଉଛନ୍ତି । ଶିଶୁ ମୃତ୍ୟୁ ହାର ଓ ମାତୃ ମୃତ୍ୟୁ ହାର କ୍ଷେତ୍ରରେ ମଧ୍ୟ ଗୁଜରାଟ ଆଶାନୁରୂପ ପ୍ରଗତି କରିପାରିନାହିଁ । ଗ୍ରାମାଞ୍ଚଳରେ ପିଇବା ପାଣି ଓ ବିଦ୍ୟୁତ ଯୋଗାଣରେ ଉନ୍ନତି ହୋଇଛି ସତ, କିନ୍ତୁ ସାମାଜିକ ସୂଚକାଙ୍କରେ ସନ୍ତୁଳିତ ବିକାଶ ହୋଇନାହିଁ । ବିକାଶର ଫଳ ସମାଜର ସମସ୍ତ ବର୍ଗଙ୍କ ପାଖରେ ପହଞ୍ଚିବା ହିଁ ପ୍ରକୃତ ବିକାଶର ମାପକାଠି । ସେଥିପାଇଁ ଗୁଜରାଟ ମଡେଲର ସଫଳତା ଓ ବିଫଳତା ଉଭୟକୁ ନିରପେକ୍ଷ ଭାବେ ଆକଳନ କରିବା ଦରକାର । ସାରା ଦେଶ ପାଇଁ ଏକ ବିକାଶ ମଡେଲ ପ୍ରସ୍ତୁତ କରିବା ସମୟରେ ପ୍ରତ୍ୟେକ ରାଜ୍ୟର ଭୌଗୋଳିକ ଓ ସାମାଜିକ ପରିସ୍ଥିତିକୁ ଧ୍ୟାନରେ ରଖିବା ଜରୁରୀ । ଓଡ଼ିଶା ଭଳି ରାଜ୍ୟ ପାଇଁ କେଉଁ ମଡେଲ ଉପଯୁକ୍ତ ହେବ ତାହା ଆଲୋଚନାର: [742, 990, 1095, 1263]
solution-cell: 7: [1384, 2072, 1402, 2090]
solution-cell: 9: [1348, 2072, 1366, 2090]
sudoku-row: [1118, 1759, 1478, 1799]
sudoku-solution: [1275, 2035, 1438, 2198]
sudoku-credit: Puzzles by Srikant Ghosh: [1124, 1613, 1228, 1623]
sudoku-cell[interactable]: [1198, 1679, 1238, 1719]
solution-cell: 8: [1402, 2072, 1420, 2090]
solution-cell: 9: [1420, 2144, 1438, 2162]
solution-cell: 5: [1348, 2090, 1366, 2108]
letter-sign: ଗଣେଶ୍ୱର ମଲ୍ଲିକ, ଶକ୍ତିବିହାର, ରାଜଗଡ଼, ଭୁବନେଶ୍ୱର: [1211, 392, 1480, 406]
sudoku-cell[interactable]: [1398, 1719, 1438, 1759]
sudoku-cell[interactable]: 9: [1358, 1839, 1398, 1879]
letter-body: ମହାଶୟ, ଧରିତ୍ରୀ (ସଂପାଦକଙ୍କୁ ଚିଠି) ରେ ପ୍ରକାଶିତ ଏକ ପ୍ରବନ୍ଧ ପଢ଼ି ଅତ୍ୟନ୍ତ ଆନନ୍ଦିତ ହେଲି । ଲେଖକ ଆମ ସମାଜର ଏକ ଗୁରୁତ୍ୱପୂର୍ଣ୍ଣ ସମସ୍ୟା ଉପରେ ଆଲୋକପାତ କରିଛନ୍ତି । ଗ୍ରାମାଞ୍ଚଳରେ ଏବେ ମଧ୍ୟ ଅନେକ ପରିବାର ମୌଳିକ ସୁବିଧାରୁ ବଞ୍ଚିତ ହେଉଛନ୍ତି । ସରକାରଙ୍କ ବିଭିନ୍ନ ଯୋଜନା ଥିଲେ ମଧ୍ୟ ତାହାର ଲାଭ ପ୍ରକୃତ ହିତାଧିକାରୀଙ୍କ ପାଖରେ ପହଞ୍ଚୁନାହିଁ । ପ୍ରଶାସନ ଏ ଦିଗରେ ତୁରନ୍ତ ପଦକ୍ଷେପ ନେଲେ ଲୋକଙ୍କ ଦୁଃଖ ଦୂର ହୋଇପାରନ୍ତା । ଏଥିସହ ସ୍ଥାନୀୟ ଜନପ୍ରତିନିଧିମାନେ ମଧ୍ୟ ଦାୟିତ୍ୱ ନେଇ କାମ କରିବା ଦରକାର । ଆଶା କରୁଛି ସମ୍ପୃକ୍ତ ବିଭାଗ ଏହା ପ୍ରତି ଧ୍ୟାନ ଦେବେ ।: [1115, 90, 1480, 211]
poem-line: ଯେ କେବଳ ସ୍ନାନ ନିୁଜରେ?: [41, 67, 164, 81]
solution-cell: 1: [1276, 2072, 1294, 2090]
solution-row: [1276, 2162, 1438, 2180]
solution-cell: 5: [1294, 2108, 1312, 2126]
solution-cell: 7: [1276, 2162, 1294, 2180]
solution-cell: 3: [1366, 2144, 1384, 2162]
solution-cell: 1: [1330, 2036, 1348, 2054]
solution-row: [1276, 2180, 1438, 2198]
divider: [31, 43, 314, 44]
sudoku-cell[interactable]: [1278, 1919, 1318, 1959]
sudoku-cell[interactable]: 7: [1238, 1839, 1278, 1879]
contact-line: କେବଳ ସମ୍ପାଦକଙ୍କୁ ପତ୍ର, ଖବର ପାଇଁ ବ୍ୟବହାର କରନ୍ତୁ:: [1165, 1388, 1435, 1402]
sudoku-cell[interactable]: [1278, 1879, 1318, 1919]
solution-row: [1276, 2090, 1438, 2108]
solution-cell: 6: [1348, 2162, 1366, 2180]
solution-row: [1276, 2054, 1438, 2072]
readers-title: ପାଠକ ଶ୍ରେଷ୍ଠ ବିଚାରକ: [1177, 12, 1477, 44]
sudoku-cell[interactable]: [1158, 1919, 1198, 1959]
quote-box: [355, 8, 1095, 56]
solution-cell: 5: [1366, 2036, 1384, 2054]
letter-sign: ଶ୍ରୀକାନ୍ତ ନାୟକ, ଉରଳୋଡ଼ା କଲୋନି, ସିଂହପୁର, ଯାଜପୁର: [1212, 1300, 1480, 1314]
column-rule: [348, 990, 349, 1680]
solution-cell: 5: [1330, 2180, 1348, 2198]
sudoku-cell[interactable]: [1358, 1919, 1398, 1959]
chirantani-title: ଚିରନ୍ତନୀ: [41, 13, 125, 38]
pachisa-logo: ଧରିତ୍ରୀ: [52, 707, 90, 721]
solution-cell: 2: [1402, 2036, 1420, 2054]
sudoku-cell[interactable]: [1438, 1959, 1478, 1999]
modi-body-col1: ଆମ ଗଣତନ୍ତ୍ରିକ ବ୍ୟବସ୍ଥାରେ ସାଧାରଣତଃ ଲୋକ ସଭା ନିର୍ବାଚନ ସହିତ ଅନେକ ଗୁଡ଼ିଏ ପ୍ରସଙ୍ଗ ଆଲୋଚନାକୁ ଆସିଥାଏ । ଏଥର ନିର୍ବାଚନରେ ଗୁଜରାଟ ମଡେଲ ବିକାଶ ଏକ ମୁଖ୍ୟ ଚର୍ଚ୍ଚାର ବିଷୟ ପାଲଟିଛି । ପ୍ରଧାନମନ୍ତ୍ରୀ ପଦପ୍ରାର୍ଥୀ ନରେନ୍ଦ୍ର ମୋଦି ଗୁଜରାଟର ବିକାଶକୁ ସାରା ଦେଶରେ ପ୍ରୟୋଗ କରିବା କଥା କହୁଛନ୍ତି । ଗୁଜରାଟରେ ଶିଳ୍ପ, କୃଷି ଓ ଭିତ୍ତିଭୂମି କ୍ଷେତ୍ରରେ ଉଲ୍ଲେଖନୀୟ ଅଗ୍ରଗତି ହୋଇଥିବା ଦାବି କରାଯାଉଛି । କିନ୍ତୁ ମାନବ ବିକାଶ ସୂଚକାଙ୍କ, ଶିକ୍ଷା ଓ ସ୍ୱାସ୍ଥ୍ୟ କ୍ଷେତ୍ରରେ ଗୁଜରାଟର ସ୍ଥାନ କେଉଁଠି ତାହା ବିଚାର କରିବା ଆବଶ୍ୟକ । ପରିସଂଖ୍ୟାନ ଅନୁଯାୟୀ ଗୁଜରାଟର ବାର୍ଷିକ ଅଭିବୃଦ୍ଧି ହାର ଅନେକ ରାଜ୍ୟ ତୁଳନାରେ ଅଧିକ ରହିଛି । ତେବେ ଦାରିଦ୍ର୍ୟ ହ୍ରାସ ଓ ପୁଷ୍ଟିହୀନତା ଦୂର କରିବାରେ ରାଜ୍ୟ ପଛରେ ରହିଛି ବୋଲି କେତେକ ଅର୍ଥନୀତିଜ୍ଞ ମତ ଦେଉଛନ୍ତି । ଶିଶୁ ମୃତ୍ୟୁ ହାର ଓ ମାତୃ ମୃତ୍ୟୁ ହାର କ୍ଷେତ୍ରରେ ମଧ୍ୟ ଗୁଜରାଟ ଆଶାନୁରୂପ ପ୍ରଗତି କରିପାରିନାହିଁ । ଗ୍ରାମାଞ୍ଚଳରେ ପିଇବା ପାଣି ଓ ବିଦ୍ୟୁତ ଯୋଗାଣରେ ଉନ୍ନତି ହୋଇଛି ସତ, କିନ୍ତୁ ସାମାଜିକ ସୂଚକାଙ୍କରେ ସନ୍ତୁଳିତ ବିକାଶ ହୋଇନାହିଁ । ବିକାଶର ଫଳ ସମାଜର ସମସ୍ତ ବର୍ଗଙ୍କ ପାଖରେ ପହଞ୍ଚିବା ହିଁ ପ୍ରକୃତ ବିକାଶର ମାପକାଠି । ସେଥିପାଇଁ ଗୁଜରାଟ ମଡେଲର ସଫଳତା ଓ ବିଫଳତା ଉଭୟକୁ ନିରପେକ୍ଷ ଭାବେ ଆକଳନ କରିବା ଦରକାର । ସାରା ଦେଶ ପାଇଁ ଏକ ବିକାଶ ମଡେଲ ପ୍ରସ୍ତୁତ କରିବା ସମୟରେ ପ୍ରତ୍ୟେକ ରାଜ୍ୟର ଭୌଗୋଳିକ ଓ ସାମାଜିକ ପରିସ୍ଥିତିକୁ ଧ୍ୟାନରେ ରଖିବା ଜରୁରୀ । ଓଡ଼ିଶା ଭଳି ରାଜ୍ୟ ପାଇଁ କେଉଁ ମଡେଲ ଉପଯୁକ୍ତ ହେବ ତାହା ଆଲୋଚନାର ବିଷୟ ।: [30, 905, 340, 1224]
letter-title: ବିଲୁପ୍ତ ହେଉଛି ଯୌଥ ପରିବାର: [1165, 415, 1430, 440]
sudoku-cell[interactable]: [1318, 1679, 1358, 1719]
modi-footer: ମୋ-୯୪୩୭୦୨୦୦୭୨, E-mail:skmohapatra67@gmail.com: [805, 1662, 1095, 1675]
solution-cell: 7: [1294, 2090, 1312, 2108]
solution-cell: 7: [1420, 2180, 1438, 2198]
sudoku-cell[interactable]: [1438, 1919, 1478, 1959]
solution-cell: 6: [1276, 2180, 1294, 2198]
solution-cell: 9: [1276, 2054, 1294, 2072]
contact-line: କେବଳ ବିଜ୍ଞାପନ ପାଇଁ ବ୍ୟବହାର କରନ୍ତୁ:: [1209, 1444, 1391, 1458]
sarat-footer: ମୋ-୯୪୩୭୦୪୪୫୪୫୬: [997, 2228, 1095, 2241]
letter-sign: ଅନନ୍ତ କୁମାର ସାମନ୍ତରାୟ, ଗୋଲାପାତୁଆ, ବାଲେଶ୍ୱର, ଖୋର୍ଦ୍ଧା: [1173, 580, 1480, 594]
solution-cell: 8: [1384, 2180, 1402, 2198]
section-rule: [30, 898, 1095, 899]
solution-row: [1276, 2126, 1438, 2144]
email-note: (Use only for letters to Editor, news & news photos): [1175, 1421, 1425, 1433]
contact-line: ବି-୧୫, ରସୁଲଗଡ଼ ଶିଳ୍ପାଞ୍ଚଳ, ଭୁବନେଶ୍ୱର-୭୫୧୦୧୦: [1183, 1368, 1417, 1382]
pachisa-title-1: ପଚିଶ ବର୍ଷ: [66, 727, 134, 747]
sudoku-rules: ସୁ-ଡୋ-କୁ ଏକ ଅଙ୍କ ଖେଳ । ଏଥିରେ ଥିବା ଶୂନ୍ୟ ଘରଗୁଡ଼ିକୁ ୧ରୁ ୯ ପର୍ଯ୍ୟନ୍ତ ଅଙ୍କ ଦ୍ୱାରା ପୂରଣ କରିବାକୁ ହେବ । ପ୍ରତ୍ୟେକ ଧାଡ଼ି, ସ୍ତମ୍ଭ ଓ ୩x୩ ଘରରେ କୌଣସି ଅଙ୍କ ଦୁଇଥର ଆସିବ ନାହିଁ ।: [1115, 2035, 1265, 2121]
